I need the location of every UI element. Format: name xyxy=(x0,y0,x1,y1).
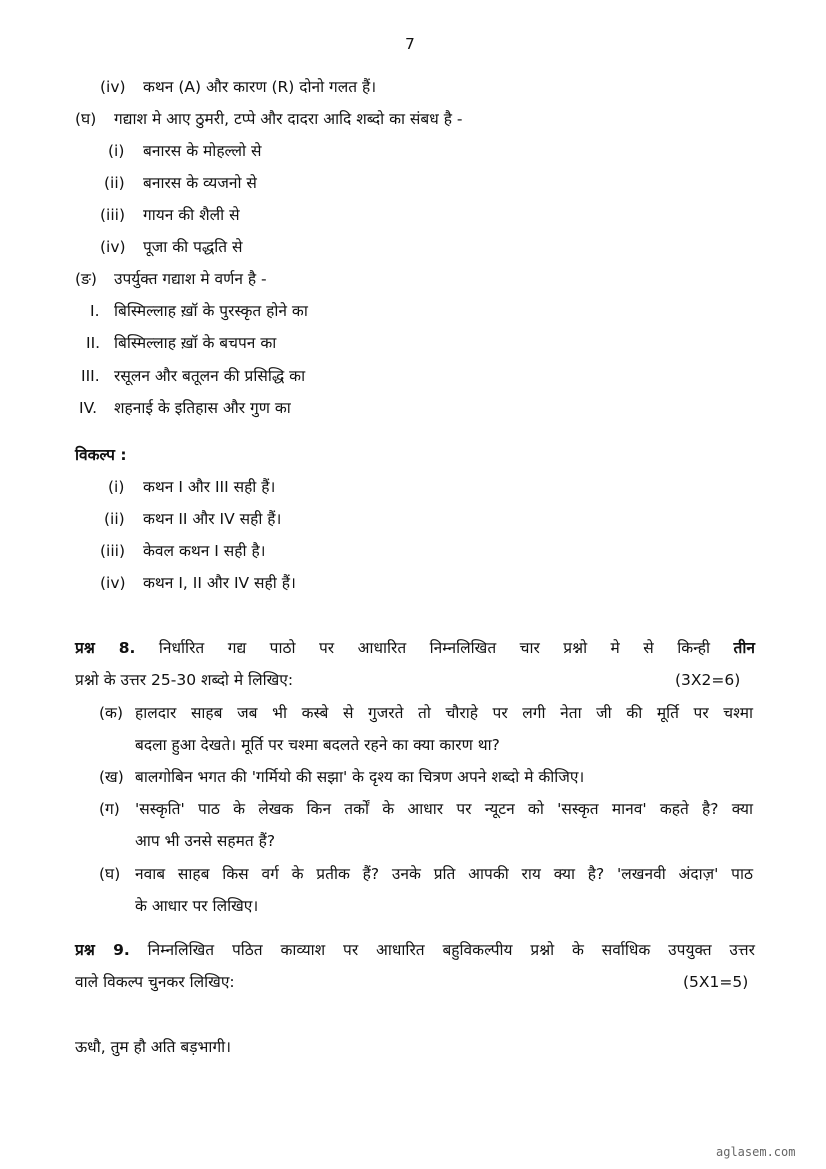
question-8-prefix: प्रश्न 8. xyxy=(75,639,136,657)
question-label: (घ) xyxy=(75,110,97,128)
subquestion-text-cont: बदला हुआ देखते। मूर्ति पर चश्मा बदलते रहने का क्या कारण था? xyxy=(135,736,500,754)
question-8-line2: प्रश्नो के उत्तर 25-30 शब्दो मे लिखिए: xyxy=(75,671,294,689)
question-8-text: निर्धारित गद्य पाठो पर आधारित निम्नलिखित चार प्रश्नो मे से किन्ही xyxy=(158,639,711,657)
option-label: (ii) xyxy=(104,510,125,528)
statement-label: III. xyxy=(81,367,100,385)
subquestion-label: (ग) xyxy=(99,800,120,818)
question-8-marks: (3X2=6) xyxy=(675,671,741,689)
question-9-text: निम्नलिखित पठित काव्याश पर आधारित बहुविकल्पीय प्रश्नो के सर्वाधिक उपयुक्त उत्तर xyxy=(147,941,755,959)
option-label: (ii) xyxy=(104,174,125,192)
subquestion-text: हालदार साहब जब भी कस्बे से गुजरते तो चौराहे पर लगी नेता जी की मूर्ति पर चश्मा xyxy=(135,704,753,722)
statement-label: II. xyxy=(86,334,101,352)
subquestion-text-cont: के आधार पर लिखिए। xyxy=(135,897,259,915)
question-label: (ङ) xyxy=(75,270,97,288)
poem-line: ऊधौ, तुम हौ अति बड़भागी। xyxy=(75,1038,232,1056)
question-9-prefix: प्रश्न 9. xyxy=(75,941,130,959)
question-9-marks: (5X1=5) xyxy=(683,973,749,991)
option-text: पूजा की पद्धति से xyxy=(143,238,243,256)
option-label: (iii) xyxy=(100,542,126,560)
subquestion-label: (क) xyxy=(99,704,123,722)
statement-text: बिस्मिल्लाह ख़ॉ के बचपन का xyxy=(114,334,277,352)
statement-text: शहनाई के इतिहास और गुण का xyxy=(114,399,291,417)
option-text: कथन II और IV सही हैं। xyxy=(143,510,282,528)
question-8-bold-word: तीन xyxy=(733,639,755,657)
option-label: (iv) xyxy=(100,574,126,592)
question-stem: गद्याश मे आए ठुमरी, टप्पे और दादरा आदि शब्दो का संबध है - xyxy=(114,110,463,128)
subquestion-label: (घ) xyxy=(99,865,121,883)
subquestion-label: (ख) xyxy=(99,768,124,786)
statement-text: बिस्मिल्लाह ख़ॉ के पुरस्कृत होने का xyxy=(114,302,308,320)
option-text: कथन I और III सही हैं। xyxy=(143,478,276,496)
vikalp-heading: विकल्प : xyxy=(75,446,127,464)
question-8-line1 xyxy=(75,638,755,658)
question-9-line2: वाले विकल्प चुनकर लिखिए: xyxy=(75,973,235,991)
option-text: कथन I, II और IV सही हैं। xyxy=(143,574,296,592)
option-text: बनारस के मोहल्लो से xyxy=(143,142,262,160)
page-number: 7 xyxy=(405,35,415,53)
question-stem: उपर्युक्त गद्याश मे वर्णन है - xyxy=(114,270,267,288)
option-label: (iv) xyxy=(100,238,126,256)
option-text: बनारस के व्यजनो से xyxy=(143,174,257,192)
subquestion-text: नवाब साहब किस वर्ग के प्रतीक हैं? उनके प्रति आपकी राय क्या है? 'लखनवी अंदाज़' पाठ xyxy=(135,865,753,883)
option-label: (i) xyxy=(108,142,125,160)
option-text: गायन की शैली से xyxy=(143,206,240,224)
option-text: कथन (A) और कारण (R) दोनो गलत हैं। xyxy=(143,78,377,96)
statement-label: I. xyxy=(90,302,100,320)
subquestion-text-cont: आप भी उनसे सहमत हैं? xyxy=(135,832,276,850)
option-label: (iii) xyxy=(100,206,126,224)
statement-text: रसूलन और बतूलन की प्रसिद्धि का xyxy=(114,367,306,385)
question-9-line1 xyxy=(75,940,755,960)
watermark: aglasem.com xyxy=(716,1145,796,1159)
subquestion-text: 'सस्कृति' पाठ के लेखक किन तर्कों के आधार पर न्यूटन को 'सस्कृत मानव' कहते है? क्या xyxy=(135,800,753,818)
subquestion-text: बालगोबिन भगत की 'गर्मियो की सझा' के दृश्य का चित्रण अपने शब्दो मे कीजिए। xyxy=(135,768,585,786)
option-label: (iv) xyxy=(100,78,126,96)
statement-label: IV. xyxy=(79,399,98,417)
option-label: (i) xyxy=(108,478,125,496)
option-text: केवल कथन I सही है। xyxy=(143,542,266,560)
